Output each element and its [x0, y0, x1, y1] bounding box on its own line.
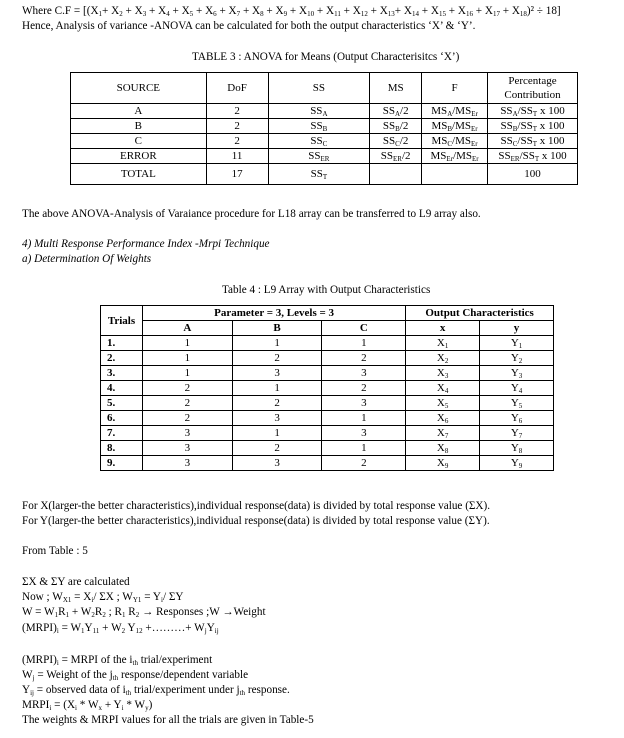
- cf-subscript: 13: [387, 10, 395, 18]
- list-item-mrpi: 4) Multi Response Performance Index -Mrpi Technique: [22, 238, 270, 250]
- cell-ss: $SS_{ER}$: [268, 149, 370, 164]
- cell-trial: 8.: [101, 441, 143, 456]
- cell-x: $X_7$: [406, 426, 480, 441]
- cf-operator: + X: [499, 5, 520, 17]
- table-header-row: [71, 73, 578, 104]
- header-col-b: B: [232, 321, 322, 336]
- cf-operator: + X: [122, 5, 143, 17]
- cell-trial: 6.: [101, 411, 143, 426]
- x-normalization-text: For X(larger-the better characteristics),individual response(data) is divided by total response value (ΣX).: [22, 500, 491, 512]
- cf-operator: + X: [287, 5, 308, 17]
- cf-subscript: 12: [360, 10, 368, 18]
- from-table-label: From Table : 5: [22, 545, 88, 557]
- table3-title: TABLE 3 : ANOVA for Means (Output Characterisitcs ‘X’): [192, 51, 460, 63]
- cell-y: $Y_7$: [480, 426, 554, 441]
- cell-y: $Y_6$: [480, 411, 554, 426]
- cell-source: C: [71, 134, 207, 149]
- cf-operator: + X: [193, 5, 214, 17]
- cell-b: 3: [232, 411, 322, 426]
- total-ms: [370, 164, 422, 185]
- total-pc: 100: [488, 164, 578, 185]
- cell-x: $X_2$: [406, 351, 480, 366]
- header-ms: MS: [370, 73, 422, 104]
- cf-operator: + X: [216, 5, 237, 17]
- cell-y: $Y_5$: [480, 396, 554, 411]
- cell-a: 2: [142, 381, 232, 396]
- cf-subscript: 3: [142, 10, 147, 18]
- cell-b: 2: [232, 351, 322, 366]
- cell-b: 3: [232, 456, 322, 471]
- table-header-row-1: [101, 306, 554, 321]
- cell-f: $MS_B/MS_{Er}$: [422, 119, 488, 134]
- cf-subscript: 16: [465, 10, 473, 18]
- cell-source: ERROR: [71, 149, 207, 164]
- cell-ss: $SS_C$: [268, 134, 370, 149]
- cf-subscript: 17: [492, 10, 500, 18]
- cell-f: $MS_{Er}/MS_{Er}$: [422, 149, 488, 164]
- cell-x: $X_3$: [406, 366, 480, 381]
- cell-x: $X_9$: [406, 456, 480, 471]
- table-row: [101, 411, 554, 426]
- cell-c: 2: [322, 456, 406, 471]
- cell-trial: 2.: [101, 351, 143, 366]
- cf-operator: + X: [169, 5, 190, 17]
- table-row: [101, 366, 554, 381]
- cell-a: 1: [142, 336, 232, 351]
- cell-b: 1: [232, 426, 322, 441]
- cell-y: $Y_2$: [480, 351, 554, 366]
- cell-a: 1: [142, 351, 232, 366]
- cell-ms: $SS_{ER}/2$: [370, 149, 422, 164]
- cell-trial: 4.: [101, 381, 143, 396]
- cf-subscript: 7: [236, 10, 241, 18]
- total-f: [422, 164, 488, 185]
- cf-operator: + X: [367, 5, 388, 17]
- cell-c: 3: [322, 396, 406, 411]
- cell-a: 2: [142, 396, 232, 411]
- cell-b: 1: [232, 381, 322, 396]
- cell-x: $X_4$: [406, 381, 480, 396]
- cf-operator: + X: [445, 5, 466, 17]
- cf-operator: + X: [472, 5, 493, 17]
- mrpi-formula-line: $(MRPI)_i = W_1Y_{11} + W_2$ $Y_{12}$ +………+ $W_jY_{ij}$: [22, 622, 219, 635]
- cf-subscript: 4: [166, 10, 170, 18]
- cell-x: $X_5$: [406, 396, 480, 411]
- sums-line: ΣX & ΣY are calculated: [22, 576, 130, 588]
- cf-subscript: 1: [98, 10, 103, 18]
- cf-operator: ): [526, 5, 531, 17]
- header-output: Output Characteristics: [406, 306, 554, 321]
- cell-dof: 2: [206, 104, 268, 119]
- anova-intro-text: Hence, Analysis of variance -ANOVA can be calculated for both the output characteristics ‘X’ & ‘Y’.: [22, 20, 476, 32]
- cell-percentage: $SS_A/SS_T$ x 100: [488, 104, 578, 119]
- cf-operator: + X: [340, 5, 361, 17]
- cf-subscript: 14: [411, 10, 419, 18]
- total-ss: $SS_T$: [268, 164, 370, 185]
- table-row: [71, 134, 578, 149]
- cf-operator: + X: [314, 5, 335, 17]
- cf-subscript: 15: [438, 10, 446, 18]
- table-row: [101, 351, 554, 366]
- anova-transfer-text: The above ANOVA-Analysis of Varaiance procedure for L18 array can be transferred to L9 array also.: [22, 208, 481, 220]
- table-row-total: [71, 164, 578, 185]
- definition-mrpi: $(MRPI)_i$ = MRPI of the $i_{th}$ trial/experiment: [22, 654, 213, 667]
- cell-a: 3: [142, 456, 232, 471]
- cell-a: 1: [142, 366, 232, 381]
- cf-operator: + X: [394, 5, 412, 17]
- cell-ms: $SS_A/2$: [370, 104, 422, 119]
- cell-c: 2: [322, 381, 406, 396]
- cf-operator: + X: [418, 5, 439, 17]
- cf-subscript: 11: [334, 10, 341, 18]
- cell-y: $Y_4$: [480, 381, 554, 396]
- total-dof: 17: [206, 164, 268, 185]
- cell-b: 1: [232, 336, 322, 351]
- cell-dof: 2: [206, 134, 268, 149]
- header-source: SOURCE: [71, 73, 207, 104]
- table-row: [101, 456, 554, 471]
- cell-percentage: $SS_B/SS_T$ x 100: [488, 119, 578, 134]
- table-row: [71, 119, 578, 134]
- table-row: [71, 104, 578, 119]
- cf-subscript: 9: [283, 10, 288, 18]
- cell-a: 3: [142, 441, 232, 456]
- cf-terms: [99, 5, 531, 17]
- weight-formula-line: $W = W_1R_1 + W_2R_2$ ; $R_1$ $R_2$ → Responses ;W →Weight: [22, 606, 266, 619]
- definition-weight: $W_j$ = Weight of the $j_{th}$ response/dependent variable: [22, 669, 249, 682]
- header-percentage-contribution: Percentage Contribution: [488, 73, 578, 104]
- closing-text: The weights & MRPI values for all the trials are given in Table-5: [22, 714, 314, 726]
- cell-f: $MS_C/MS_{Er}$: [422, 134, 488, 149]
- cell-source: A: [71, 104, 207, 119]
- cell-c: 2: [322, 351, 406, 366]
- cell-trial: 5.: [101, 396, 143, 411]
- weights-now-line: Now ; $W_{X1} = X_i/$ ΣX ; $W_{Y1} = Y_i/$ ΣY: [22, 591, 184, 604]
- header-parameter: Parameter = 3, Levels = 3: [142, 306, 405, 321]
- header-col-a: A: [142, 321, 232, 336]
- cell-c: 1: [322, 336, 406, 351]
- cf-subscript: 18: [519, 10, 527, 18]
- cell-c: 3: [322, 426, 406, 441]
- cell-f: $MS_A/MS_{Er}$: [422, 104, 488, 119]
- cell-b: 2: [232, 441, 322, 456]
- cf-subscript: 5: [189, 10, 194, 18]
- table-header-row-2: [101, 321, 554, 336]
- header-col-c: C: [322, 321, 406, 336]
- table-row: [71, 149, 578, 164]
- header-f: F: [422, 73, 488, 104]
- cell-y: $Y_9$: [480, 456, 554, 471]
- cell-percentage: $SS_C/SS_T$ x 100: [488, 134, 578, 149]
- cf-operator: + X: [263, 5, 284, 17]
- cell-trial: 7.: [101, 426, 143, 441]
- header-ss: SS: [268, 73, 370, 104]
- cell-y: $Y_3$: [480, 366, 554, 381]
- definition-observed-data: $Y_{ij}$ = observed data of $i_{th}$ trial/experiment under $j_{th}$ response.: [22, 684, 290, 697]
- cell-trial: 1.: [101, 336, 143, 351]
- anova-table: [70, 72, 578, 185]
- cell-ms: $SS_B/2$: [370, 119, 422, 134]
- cell-dof: 11: [206, 149, 268, 164]
- cf-subscript: 8: [260, 10, 264, 18]
- header-col-y: y: [480, 321, 554, 336]
- table4-title: Table 4 : L9 Array with Output Characteristics: [222, 284, 431, 296]
- cell-y: $Y_1$: [480, 336, 554, 351]
- header-dof: DoF: [206, 73, 268, 104]
- l9-array-table: [100, 305, 554, 471]
- table-row: [101, 396, 554, 411]
- anova-table-body: [71, 104, 578, 164]
- header-trials: Trials: [101, 306, 143, 336]
- cf-subscript: 6: [213, 10, 217, 18]
- cell-c: 3: [322, 366, 406, 381]
- cell-ms: $SS_C/2$: [370, 134, 422, 149]
- cell-b: 2: [232, 396, 322, 411]
- cell-y: $Y_8$: [480, 441, 554, 456]
- cell-x: $X_1$: [406, 336, 480, 351]
- definition-mrpi-formula: $MRPI_i = (X_i * W_x + Y_i * W_y)$: [22, 699, 153, 712]
- cf-subscript: 2: [119, 10, 123, 18]
- cell-c: 1: [322, 411, 406, 426]
- table-row: [101, 381, 554, 396]
- cell-x: $X_8$: [406, 441, 480, 456]
- list-item-weights: a) Determination Of Weights: [22, 253, 152, 265]
- cell-b: 3: [232, 366, 322, 381]
- cf-operator: + X: [240, 5, 261, 17]
- total-source: TOTAL: [71, 164, 207, 185]
- header-col-x: x: [406, 321, 480, 336]
- cell-ss: $SS_A$: [268, 104, 370, 119]
- y-normalization-text: For Y(larger-the better characteristics),individual response(data) is divided by total response value (ΣY).: [22, 515, 490, 527]
- cell-ss: $SS_B$: [268, 119, 370, 134]
- cf-formula: Where $C.F = [(X_1+ X_2 + X_3 + X_4 + X_5 + X_6 + X_7 + X_8 + X_9 + X_{10} + X_{11} + X_{12} + X_{13}+ X_{14} + X_{15} + X_{16} + X_{17} + X_{18})^2 \div 18]$: [22, 5, 561, 18]
- cell-c: 1: [322, 441, 406, 456]
- cell-dof: 2: [206, 119, 268, 134]
- cf-operator: + X: [146, 5, 167, 17]
- cell-percentage: $SS_{ER}/SS_T$ x 100: [488, 149, 578, 164]
- table-row: [101, 426, 554, 441]
- cell-a: 2: [142, 411, 232, 426]
- table-row: [101, 441, 554, 456]
- cf-subscript: 10: [307, 10, 315, 18]
- table-row: [101, 336, 554, 351]
- cell-x: $X_6$: [406, 411, 480, 426]
- l9-table-body: [101, 336, 554, 471]
- cf-operator: + X: [102, 5, 120, 17]
- cell-a: 3: [142, 426, 232, 441]
- cell-source: B: [71, 119, 207, 134]
- cell-trial: 9.: [101, 456, 143, 471]
- cell-trial: 3.: [101, 366, 143, 381]
